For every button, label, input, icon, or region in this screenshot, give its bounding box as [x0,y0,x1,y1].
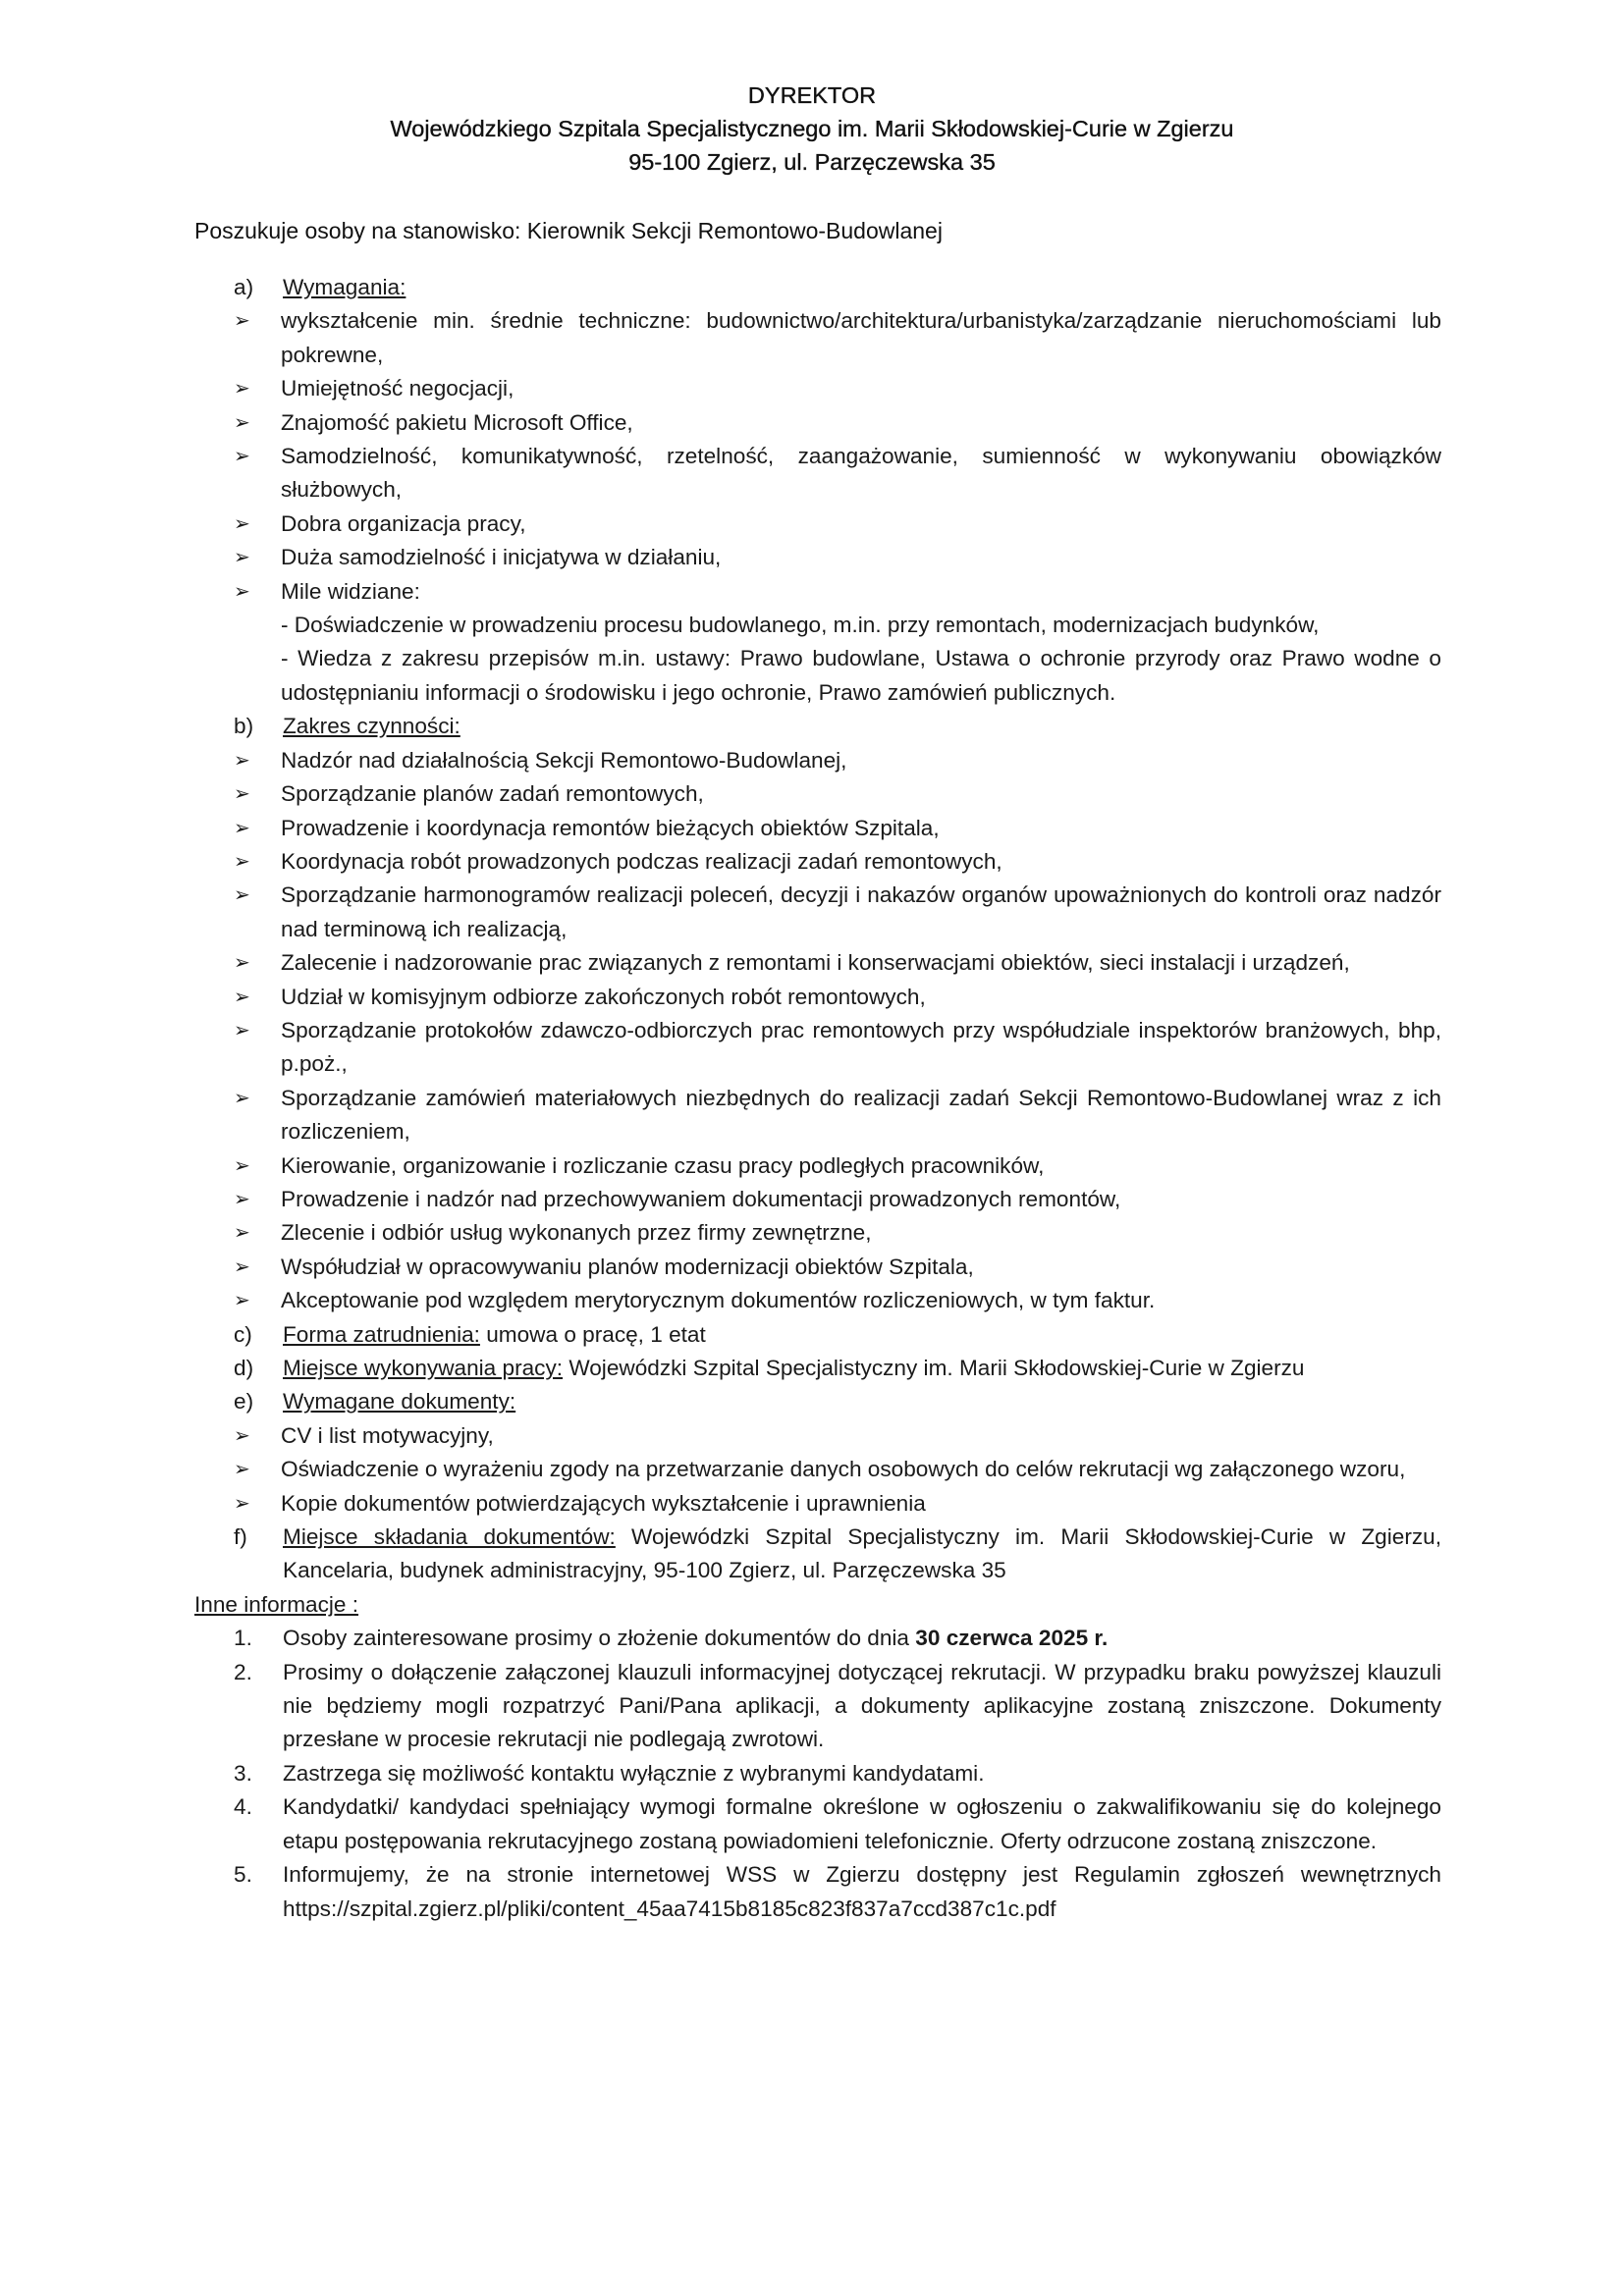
list-item-text: Nadzór nad działalnością Sekcji Remontowo-Budowlanej, [281,747,847,773]
arrow-bullet-icon: ➢ [234,1459,250,1481]
arrow-bullet-icon: ➢ [234,1019,250,1041]
list-item [234,1453,1441,1486]
list-item [234,1149,1441,1183]
numbered-item [194,1622,1441,1655]
arrow-bullet-icon: ➢ [234,1290,250,1312]
arrow-bullet-icon: ➢ [234,378,250,400]
list-item [234,946,1441,980]
section-label: d) [234,1356,254,1380]
document-body [194,271,1441,1926]
list-item-text: Kopie dokumentów potwierdzających wykształcenie i uprawnienia [281,1490,926,1516]
arrow-bullet-icon: ➢ [234,817,250,839]
arrow-bullet-icon: ➢ [234,1154,250,1177]
arrow-bullet-icon: ➢ [234,1424,250,1447]
list-item [234,1487,1441,1521]
section-c [194,1318,1441,1352]
other-info-title: Inne informacje : [194,1591,359,1617]
list-item [234,406,1441,440]
document-header [0,79,1624,179]
section-title: Miejsce składania dokumentów: [283,1524,616,1550]
list-item [234,845,1441,879]
list-item-text: Oświadczenie o wyrażeniu zgody na przetwarzanie danych osobowych do celów rekrutacji wg załączonego wzoru, [281,1457,1406,1482]
list-item [234,1014,1441,1082]
section-label: f) [234,1524,247,1550]
section-label: e) [234,1389,254,1415]
other-info-list [194,1622,1441,1926]
list-item [234,304,1441,372]
list-item [234,372,1441,405]
item-text: Zastrzega się możliwość kontaktu wyłącznie z wybranymi kandydatami. [283,1760,985,1786]
section-f [194,1521,1441,1588]
numbered-item [194,1858,1441,1926]
arrow-bullet-icon: ➢ [234,986,250,1008]
list-item-text: Mile widziane: [281,578,420,604]
arrow-bullet-icon: ➢ [234,1087,250,1109]
list-item-text: Samodzielność, komunikatywność, rzetelność, zaangażowanie, sumienność w wykonywaniu obowiązków służbowych, [281,444,1441,503]
arrow-bullet-icon: ➢ [234,952,250,975]
list-item [234,1419,1441,1453]
item-number: 1. [234,1626,252,1651]
section-e [194,1385,1441,1418]
numbered-item [194,1656,1441,1757]
item-number: 4. [234,1794,252,1820]
list-item [234,744,1441,777]
list-item [234,777,1441,811]
list-item-text: Udział w komisyjnym odbiorze zakończonych robót remontowych, [281,984,926,1009]
list-item-text: Zalecenie i nadzorowanie prac związanych z remontami i konserwacjami obiektów, sieci instalacji i urządzeń, [281,950,1350,976]
list-item-text: Współudział w opracowywaniu planów modernizacji obiektów Szpitala, [281,1254,974,1279]
list-item [234,812,1441,845]
arrow-bullet-icon: ➢ [234,749,250,772]
sub-item-text: - Doświadczenie w prowadzeniu procesu budowlanego, m.in. przy remontach, modernizacjach budynków, [281,613,1320,638]
list-item-text: Koordynacja robót prowadzonych podczas realizacji zadań remontowych, [281,848,1002,874]
list-item [234,981,1441,1014]
arrow-bullet-icon: ➢ [234,411,250,434]
list-item-text: wykształcenie min. średnie techniczne: budownictwo/architektura/urbanistyka/zarządzanie nieruchomościami lub pokrewne, [281,308,1441,367]
list-item [234,1183,1441,1216]
item-text: Informujemy, że na stronie internetowej WSS w Zgierzu dostępny jest Regulamin zgłoszeń wewnętrznych https://szpital.zgierz.pl/pliki/content_45aa7415b8185c823f837a7ccd387c1c.pdf [283,1862,1441,1921]
other-info [194,1588,1441,1926]
section-label: b) [234,714,254,739]
arrow-bullet-icon: ➢ [234,512,250,535]
numbered-item [194,1790,1441,1858]
list-item-text: Zlecenie i odbiór usług wykonanych przez firmy zewnętrzne, [281,1220,872,1246]
list-item-text: Kierowanie, organizowanie i rozliczanie czasu pracy podległych pracowników, [281,1152,1045,1178]
list-item [234,1082,1441,1149]
list-item-text: Prowadzenie i koordynacja remontów bieżących obiektów Szpitala, [281,815,940,840]
list-item-text: Sporządzanie protokołów zdawczo-odbiorczych prac remontowych przy współudziale inspektorów branżowych, bhp, p.poż., [281,1017,1441,1077]
section-label: c) [234,1321,252,1347]
list-item [234,575,1441,711]
list-item [234,1251,1441,1284]
list-item-text: CV i list motywacyjny, [281,1422,494,1448]
arrow-bullet-icon: ➢ [234,783,250,806]
list-item-text: Duża samodzielność i inicjatywa w działaniu, [281,545,722,570]
arrow-bullet-icon: ➢ [234,547,250,569]
header-title: DYREKTOR [747,82,877,108]
arrow-bullet-icon: ➢ [234,1188,250,1210]
item-text: Kandydatki/ kandydaci spełniający wymogi formalne określone w ogłoszeniu o zakwalifikowaniu się do kolejnego etapu postępowania rekrutacyjnego zostaną powiadomieni telefonicznie. Oferty odrzucone zostaną zniszczone. [283,1794,1441,1853]
section-title: Wymagania: [283,275,406,299]
section-value: umowa o pracę, 1 etat [479,1321,706,1347]
list-item-text: Dobra organizacja pracy, [281,510,526,536]
section-title: Zakres czynności: [283,714,460,739]
arrow-bullet-icon: ➢ [234,1222,250,1245]
list-item [234,879,1441,946]
arrow-bullet-icon: ➢ [234,1255,250,1278]
item-number: 5. [234,1862,252,1888]
list-item [234,507,1441,541]
section-d [194,1352,1441,1385]
item-text: Prosimy o dołączenie załączonej klauzuli informacyjnej dotyczącej rekrutacji. W przypadku braku powyższej klauzuli nie będziemy mogli rozpatrzyć Pani/Pana aplikacji, a dokumenty aplikacyjne zostaną zniszczone. Dokumenty przesłane w procesie rekrutacji nie podlegają zwrotowi. [283,1659,1441,1752]
list-item-text: Sporządzanie zamówień materiałowych niezbędnych do realizacji zadań Sekcji Remontowo-Budowlanej wraz z ich rozliczeniem, [281,1085,1441,1145]
list-item-text: Prowadzenie i nadzór nad przechowywaniem dokumentacji prowadzonych remontów, [281,1186,1121,1211]
list-item [234,1284,1441,1317]
intro-text: Poszukuje osoby na stanowisko: Kierownik Sekcji Remontowo-Budowlanej [194,218,943,243]
list-item [234,440,1441,507]
item-number: 3. [234,1760,252,1786]
header-institution: Wojewódzkiego Szpitala Specjalistycznego im. Marii Skłodowskiej-Curie w Zgierzu [390,116,1234,141]
section-a [194,271,1441,304]
item-number: 2. [234,1659,252,1684]
list-item-text: Sporządzanie planów zadań remontowych, [281,781,704,807]
section-title: Wymagane dokumenty: [283,1389,516,1415]
deadline-date: 30 czerwca 2025 r. [915,1626,1109,1651]
item-text: Osoby zainteresowane prosimy o złożenie dokumentów do dnia [283,1626,916,1651]
documents-list [194,1419,1441,1521]
arrow-bullet-icon: ➢ [234,884,250,907]
section-b [194,710,1441,743]
header-address: 95-100 Zgierz, ul. Parzęczewska 35 [628,149,996,175]
section-title: Forma zatrudnienia: [283,1321,480,1347]
list-item [234,541,1441,574]
arrow-bullet-icon: ➢ [234,310,250,333]
arrow-bullet-icon: ➢ [234,850,250,873]
section-value: Wojewódzki Szpital Specjalistyczny im. Marii Skłodowskiej-Curie w Zgierzu [563,1356,1305,1380]
duties-list [194,744,1441,1318]
list-item-text: Sporządzanie harmonogramów realizacji poleceń, decyzji i nakazów organów upoważnionych do kontroli oraz nadzór nad terminową ich realizacją, [281,882,1441,941]
arrow-bullet-icon: ➢ [234,446,250,468]
section-title: Miejsce wykonywania pracy: [283,1356,564,1380]
list-item-text: Umiejętność negocjacji, [281,376,514,401]
numbered-item [194,1757,1441,1790]
section-label: a) [234,275,254,299]
section-value: Wojewódzki Szpital Specjalistyczny im. Marii Skłodowskiej-Curie w Zgierzu, Kancelaria, budynek administracyjny, 95-100 Zgierz, ul. Parzęczewska 35 [283,1524,1441,1583]
list-item-text: Znajomość pakietu Microsoft Office, [281,409,633,435]
sub-item-text: - Wiedza z zakresu przepisów m.in. ustawy: Prawo budowlane, Ustawa o ochronie przyrody oraz Prawo wodne o udostępnianiu informacji o środowisku i jego ochronie, Prawo zamówień publicznych. [281,646,1441,705]
requirements-list [194,304,1441,710]
list-item [234,1216,1441,1250]
arrow-bullet-icon: ➢ [234,580,250,603]
list-item-text: Akceptowanie pod względem merytorycznym dokumentów rozliczeniowych, w tym faktur. [281,1288,1156,1313]
arrow-bullet-icon: ➢ [234,1492,250,1515]
